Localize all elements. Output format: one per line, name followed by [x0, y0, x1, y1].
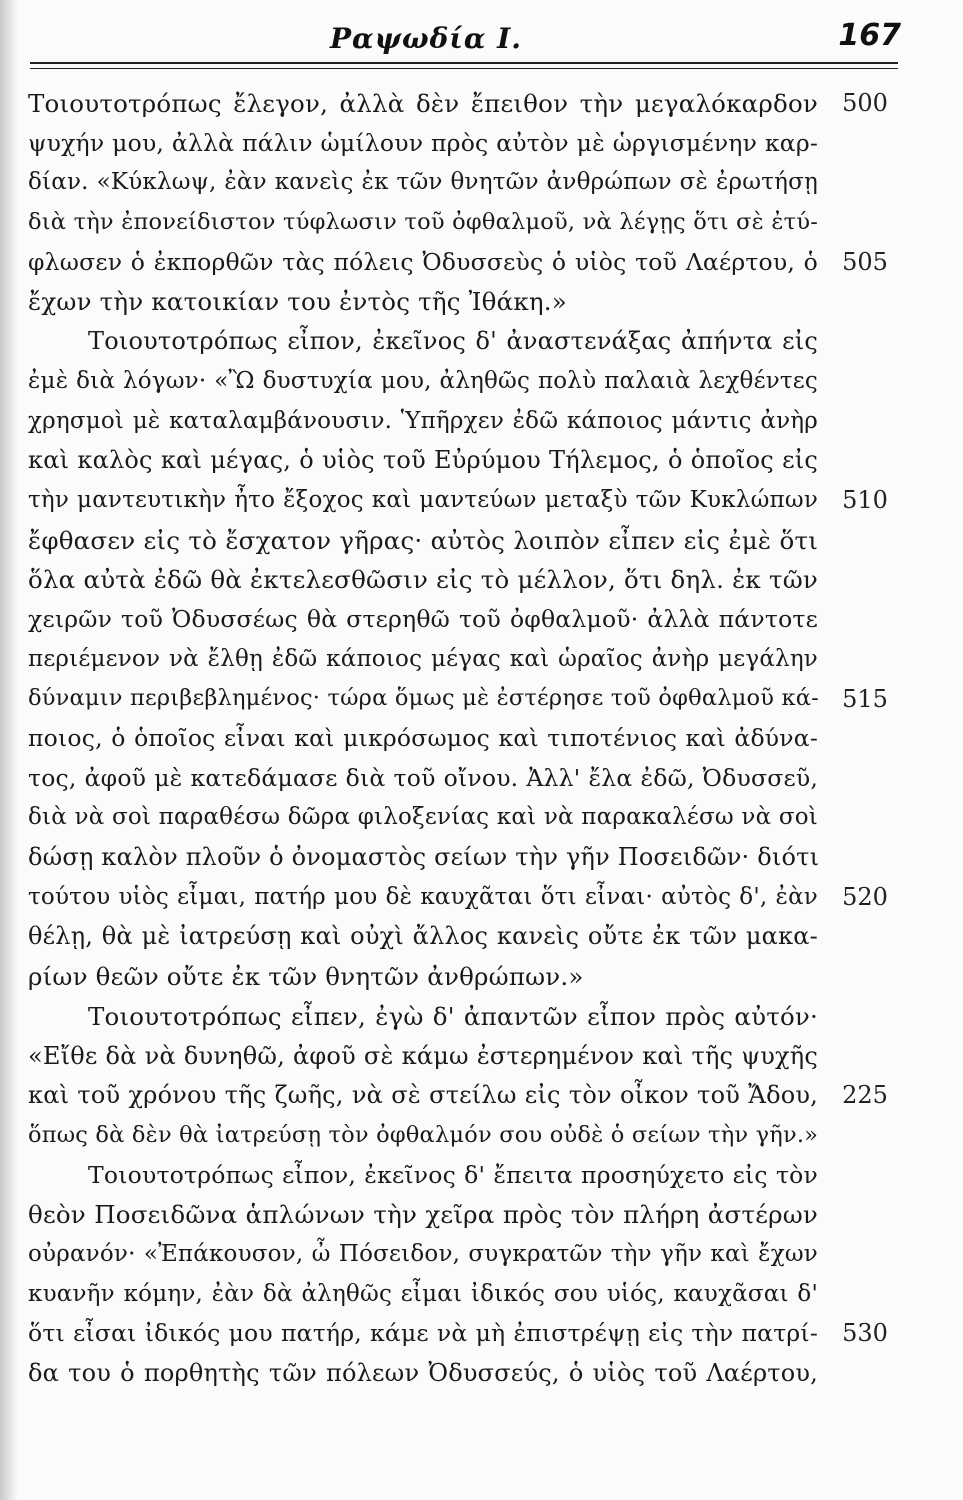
text-line: περιέμενον νὰ ἔλθῃ ἐδῶ κάποιος μέγας καὶ ὡραῖος ἀνὴρ μεγάλην [28, 645, 818, 672]
text-line: Τοιουτοτρόπως ἔλεγον, ἀλλὰ δὲν ἔπειθον τὴν μεγαλόκαρδον [28, 89, 818, 118]
page-number: 167 [838, 18, 901, 53]
text-line: θεὸν Ποσειδῶνα ἁπλώνων τὴν χεῖρα πρὸς τὸν πλήρη ἀστέρων [28, 1200, 818, 1230]
text-line: καὶ τοῦ χρόνου τῆς ζωῆς, νὰ σὲ στείλω εἰς τὸν οἶκον τοῦ Ἄδου, [28, 1081, 818, 1110]
line-number: 505 [842, 248, 888, 276]
text-line: «Εἴθε δὰ νὰ δυνηθῶ, ἀφοῦ σὲ κάμω ἐστερημένον καὶ τῆς ψυχῆς [28, 1041, 818, 1070]
text-line: ρίων θεῶν οὔτε ἐκ τῶν θνητῶν ἀνθρώπων.» [28, 962, 584, 992]
line-number: 225 [842, 1081, 888, 1109]
text-line: φλωσεν ὁ ἐκπορθῶν τὰς πόλεις Ὀδυσσεὺς ὁ υἱὸς τοῦ Λαέρτου, ὁ [28, 247, 818, 276]
text-line: τὴν μαντευτικὴν ἦτο ἔξοχος καὶ μαντεύων μεταξὺ τῶν Κυκλώπων [28, 486, 818, 513]
text-line: Τοιουτοτρόπως εἶπον, ἐκεῖνος δ' ἔπειτα προσηύχετο εἰς τὸν [88, 1160, 818, 1189]
text-line: διὰ τὴν ἐπονείδιστον τύφλωσιν τοῦ ὀφθαλμοῦ, νὰ λέγῃς ὅτι σὲ ἐτύ- [28, 209, 818, 236]
line-number: 515 [842, 685, 888, 713]
text-line: ὅλα αὐτὰ ἐδῶ θὰ ἐκτελεσθῶσιν εἰς τὸ μέλλον, ὅτι δηλ. ἐκ τῶν [28, 565, 818, 595]
text-line: δα του ὁ πορθητὴς τῶν πόλεων Ὀδυσσεύς, ὁ υἱὸς τοῦ Λαέρτου, [28, 1359, 818, 1387]
text-line: Τοιουτοτρόπως εἶπεν, ἐγὼ δ' ἀπαντῶν εἶπον πρὸς αὐτόν· [88, 1001, 818, 1031]
line-number: 520 [842, 883, 888, 911]
line-number: 510 [842, 486, 888, 514]
text-line: ὅτι εἶσαι ἰδικός μου πατήρ, κάμε νὰ μὴ ἐπιστρέψῃ εἰς τὴν πατρί- [28, 1319, 818, 1348]
text-line: κυανῆν κόμην, ἐὰν δὰ ἀληθῶς εἶμαι ἰδικός σου υἱός, καυχᾶσαι δ' [28, 1280, 818, 1307]
page-header [30, 14, 901, 64]
text-line: ψυχήν μου, ἀλλὰ πάλιν ὡμίλουν πρὸς αὐτὸν μὲ ὡργισμένην καρ- [28, 128, 818, 157]
page-gutter-shadow [0, 0, 18, 1500]
body-text [28, 84, 818, 1394]
text-line: τούτου υἱὸς εἶμαι, πατήρ μου δὲ καυχᾶται ὅτι εἶναι· αὐτὸς δ', ἐὰν [28, 883, 818, 910]
header-rule [30, 62, 898, 64]
text-line: ἐμὲ διὰ λόγων· «Ὢ δυστυχία μου, ἀληθῶς πολὺ παλαιὰ λεχθέντες [28, 367, 818, 394]
text-line: δίαν. «Κύκλωψ, ἐὰν κανεὶς ἐκ τῶν θνητῶν ἀνθρώπων σὲ ἐρωτήσῃ [28, 169, 818, 196]
text-line: δώσῃ καλὸν πλοῦν ὁ ὀνομαστὸς σείων τὴν γῆν Ποσειδῶν· διότι [28, 843, 820, 872]
text-line: καὶ καλὸς καὶ μέγας, ὁ υἱὸς τοῦ Εὐρύμου Τήλεμος, ὁ ὁποῖος εἰς [28, 446, 818, 475]
text-line: διὰ νὰ σοὶ παραθέσω δῶρα φιλοξενίας καὶ νὰ παρακαλέσω νὰ σοὶ [28, 804, 818, 831]
text-line: ποιος, ὁ ὁποῖος εἶναι καὶ μικρόσωμος καὶ τιποτένιος καὶ ἀδύνα- [28, 724, 818, 752]
running-head: Ραψωδία Ι. [330, 22, 522, 55]
text-line: οὐρανόν· «Ἐπάκουσον, ὦ Πόσειδον, συγκρατῶν τὴν γῆν καὶ ἔχων [28, 1240, 818, 1267]
text-line: χρησμοὶ μὲ καταλαμβάνουσιν. Ὑπῆρχεν ἐδῶ κάποιος μάντις ἀνὴρ [28, 407, 818, 434]
header-rule-thin [30, 68, 898, 69]
text-line: ὅπως δὰ δὲν θὰ ἰατρεύσῃ τὸν ὀφθαλμόν σου οὐδὲ ὁ σείων τὴν γῆν.» [28, 1121, 819, 1148]
line-number: 530 [842, 1319, 888, 1347]
text-line: ἔφθασεν εἰς τὸ ἔσχατον γῆρας· αὐτὸς λοιπὸν εἶπεν εἰς ἐμὲ ὅτι [28, 525, 818, 555]
text-line: τος, ἀφοῦ μὲ κατεδάμασε διὰ τοῦ οἴνου. Ἀλλ' ἔλα ἐδῶ, Ὀδυσσεῦ, [28, 763, 818, 792]
line-number: 500 [842, 89, 888, 117]
text-line: ἔχων τὴν κατοικίαν του ἐντὸς τῆς Ἰθάκη.» [28, 287, 567, 317]
text-line: Τοιουτοτρόπως εἶπον, ἐκεῖνος δ' ἀναστενάξας ἀπήντα εἰς [88, 327, 818, 356]
text-line: χειρῶν τοῦ Ὀδυσσέως θὰ στερηθῶ τοῦ ὀφθαλμοῦ· ἀλλὰ πάντοτε [28, 604, 818, 633]
text-line: δύναμιν περιβεβλημένος· τώρα ὅμως μὲ ἐστέρησε τοῦ ὀφθαλμοῦ κά- [28, 685, 819, 712]
text-line: θέλῃ, θὰ μὲ ἰατρεύσῃ καὶ οὐχὶ ἄλλος κανεὶς οὔτε ἐκ τῶν μακα- [28, 922, 818, 951]
